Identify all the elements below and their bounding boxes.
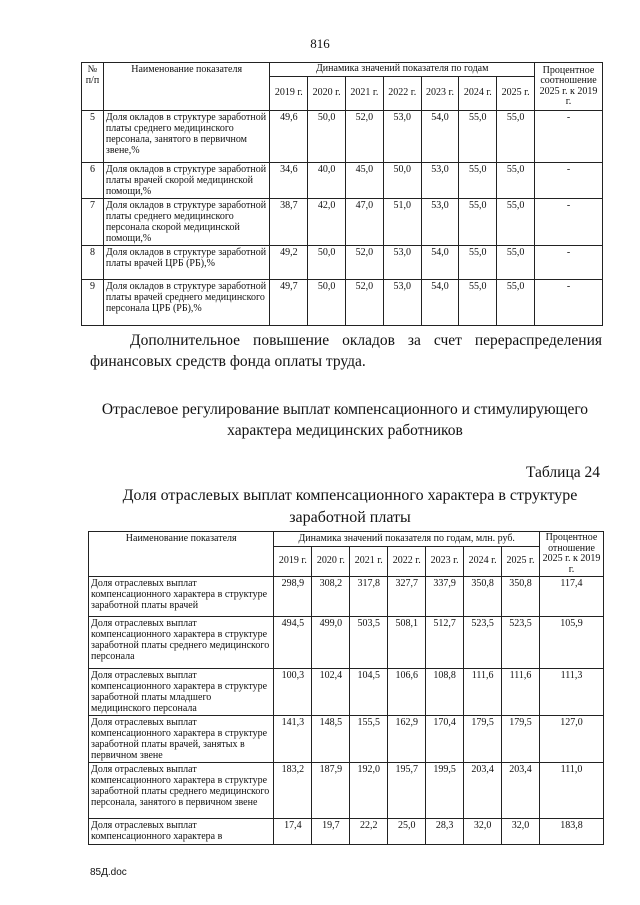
row-value: 53,0 xyxy=(383,280,421,326)
row-value: 50,0 xyxy=(308,280,346,326)
row-value: 148,5 xyxy=(312,716,350,763)
row-value: 327,7 xyxy=(388,577,426,617)
row-number: 8 xyxy=(82,246,104,280)
paragraph-line-1: Дополнительное повышение окладов за счет перераспределения xyxy=(130,332,602,349)
row-value: 53,0 xyxy=(421,199,459,246)
table-compensation-share xyxy=(88,531,604,845)
row-percent: - xyxy=(535,199,603,246)
row-value: 28,3 xyxy=(426,819,464,845)
header-percent: Процентное соотношение 2025 г. к 2019 г. xyxy=(535,63,603,111)
row-value: 337,9 xyxy=(426,577,464,617)
header-dynamics: Динамика значений показателя по годам, млн. руб. xyxy=(274,532,540,547)
row-value: 51,0 xyxy=(383,199,421,246)
header-year: 2021 г. xyxy=(350,547,388,577)
row-value: 108,8 xyxy=(426,669,464,716)
table-row xyxy=(89,716,604,763)
section-heading-line-1: Отраслевое регулирование выплат компенсационного и стимулирующего xyxy=(101,401,589,418)
row-value: 32,0 xyxy=(502,819,540,845)
row-value: 350,8 xyxy=(502,577,540,617)
row-name: Доля окладов в структуре заработной платы среднего медицинского персонала скорой медицинской помощи,% xyxy=(103,199,270,246)
row-percent: - xyxy=(535,163,603,199)
header-year: 2023 г. xyxy=(421,77,459,111)
header-name: Наименование показателя xyxy=(89,532,274,577)
row-value: 512,7 xyxy=(426,617,464,669)
table-row xyxy=(89,763,604,819)
table-title-line-2: заработной платы xyxy=(289,508,411,526)
row-value: 50,0 xyxy=(308,246,346,280)
header-year: 2023 г. xyxy=(426,547,464,577)
table-row xyxy=(82,163,603,199)
row-value: 195,7 xyxy=(388,763,426,819)
row-percent: 127,0 xyxy=(540,716,604,763)
row-value: 55,0 xyxy=(459,199,497,246)
row-value: 104,5 xyxy=(350,669,388,716)
row-value: 55,0 xyxy=(497,199,535,246)
row-name: Доля окладов в структуре заработной платы врачей ЦРБ (РБ),% xyxy=(103,246,270,280)
row-value: 17,4 xyxy=(274,819,312,845)
header-year: 2019 г. xyxy=(274,547,312,577)
row-value: 170,4 xyxy=(426,716,464,763)
row-value: 55,0 xyxy=(497,246,535,280)
row-value: 317,8 xyxy=(350,577,388,617)
header-year: 2025 г. xyxy=(502,547,540,577)
row-value: 45,0 xyxy=(346,163,384,199)
table-row xyxy=(89,669,604,716)
header-year: 2020 г. xyxy=(308,77,346,111)
row-value: 54,0 xyxy=(421,246,459,280)
row-name: Доля отраслевых выплат компенсационного характера в структуре заработной платы врачей xyxy=(89,577,274,617)
row-value: 187,9 xyxy=(312,763,350,819)
row-value: 55,0 xyxy=(459,280,497,326)
row-value: 32,0 xyxy=(464,819,502,845)
row-value: 38,7 xyxy=(270,199,308,246)
header-dynamics: Динамика значений показателя по годам xyxy=(270,63,535,77)
row-value: 179,5 xyxy=(464,716,502,763)
table-row xyxy=(82,280,603,326)
row-value: 50,0 xyxy=(383,163,421,199)
row-value: 183,2 xyxy=(274,763,312,819)
section-heading-line-2: характера медицинских работников xyxy=(227,421,463,439)
row-value: 49,6 xyxy=(270,111,308,163)
table-title-line-1: Доля отраслевых выплат компенсационного характера в структуре xyxy=(122,487,578,504)
row-value: 50,0 xyxy=(308,111,346,163)
header-year: 2022 г. xyxy=(383,77,421,111)
row-name: Доля отраслевых выплат компенсационного характера в структуре заработной платы врачей, занятых в первичном звене xyxy=(89,716,274,763)
row-percent: 111,0 xyxy=(540,763,604,819)
row-percent: - xyxy=(535,280,603,326)
row-value: 52,0 xyxy=(346,280,384,326)
row-number: 6 xyxy=(82,163,104,199)
page-number: 816 xyxy=(310,36,330,51)
row-percent: 117,4 xyxy=(540,577,604,617)
table-salary-share xyxy=(81,62,603,326)
row-value: 111,6 xyxy=(464,669,502,716)
row-value: 55,0 xyxy=(459,246,497,280)
row-value: 53,0 xyxy=(383,111,421,163)
row-number: 9 xyxy=(82,280,104,326)
row-value: 102,4 xyxy=(312,669,350,716)
table-row xyxy=(82,199,603,246)
header-year: 2022 г. xyxy=(388,547,426,577)
row-value: 298,9 xyxy=(274,577,312,617)
table-row xyxy=(89,819,604,845)
row-value: 52,0 xyxy=(346,111,384,163)
row-name: Доля отраслевых выплат компенсационного характера в структуре заработной платы младшего медицинского персонала xyxy=(89,669,274,716)
row-name: Доля окладов в структуре заработной платы врачей среднего медицинского персонала ЦРБ (РБ),% xyxy=(103,280,270,326)
row-value: 22,2 xyxy=(350,819,388,845)
row-value: 203,4 xyxy=(464,763,502,819)
row-percent: 105,9 xyxy=(540,617,604,669)
header-year: 2019 г. xyxy=(270,77,308,111)
row-percent: - xyxy=(535,111,603,163)
row-value: 55,0 xyxy=(459,163,497,199)
row-number: 7 xyxy=(82,199,104,246)
row-value: 19,7 xyxy=(312,819,350,845)
row-value: 111,6 xyxy=(502,669,540,716)
row-value: 54,0 xyxy=(421,280,459,326)
header-name: Наименование показателя xyxy=(103,63,270,111)
row-value: 55,0 xyxy=(497,111,535,163)
row-percent: - xyxy=(535,246,603,280)
table-row xyxy=(82,246,603,280)
row-value: 523,5 xyxy=(464,617,502,669)
row-value: 40,0 xyxy=(308,163,346,199)
header-year: 2020 г. xyxy=(312,547,350,577)
row-value: 54,0 xyxy=(421,111,459,163)
table-row xyxy=(82,111,603,163)
row-value: 499,0 xyxy=(312,617,350,669)
row-value: 53,0 xyxy=(421,163,459,199)
row-value: 34,6 xyxy=(270,163,308,199)
row-value: 52,0 xyxy=(346,246,384,280)
header-year: 2024 г. xyxy=(459,77,497,111)
row-value: 508,1 xyxy=(388,617,426,669)
row-name: Доля окладов в структуре заработной платы среднего медицинского персонала, занятого в первичном звене,% xyxy=(103,111,270,163)
table-label: Таблица 24 xyxy=(525,464,600,481)
row-value: 49,7 xyxy=(270,280,308,326)
row-value: 55,0 xyxy=(497,280,535,326)
row-value: 55,0 xyxy=(459,111,497,163)
header-year: 2024 г. xyxy=(464,547,502,577)
row-value: 106,6 xyxy=(388,669,426,716)
row-value: 49,2 xyxy=(270,246,308,280)
header-percent: Процентное отношение 2025 г. к 2019 г. xyxy=(540,532,604,577)
row-name: Доля отраслевых выплат компенсационного характера в структуре заработной платы среднего медицинского персонала xyxy=(89,617,274,669)
header-num: № п/п xyxy=(82,63,104,111)
row-value: 141,3 xyxy=(274,716,312,763)
row-name: Доля отраслевых выплат компенсационного характера в xyxy=(89,819,274,845)
row-number: 5 xyxy=(82,111,104,163)
row-name: Доля окладов в структуре заработной платы врачей скорой медицинской помощи,% xyxy=(103,163,270,199)
row-value: 308,2 xyxy=(312,577,350,617)
row-value: 47,0 xyxy=(346,199,384,246)
row-value: 203,4 xyxy=(502,763,540,819)
row-value: 155,5 xyxy=(350,716,388,763)
row-value: 179,5 xyxy=(502,716,540,763)
row-value: 100,3 xyxy=(274,669,312,716)
row-value: 199,5 xyxy=(426,763,464,819)
row-value: 350,8 xyxy=(464,577,502,617)
row-value: 523,5 xyxy=(502,617,540,669)
row-percent: 183,8 xyxy=(540,819,604,845)
row-percent: 111,3 xyxy=(540,669,604,716)
file-name: 85Д.doc xyxy=(90,867,127,878)
row-value: 162,9 xyxy=(388,716,426,763)
table-title xyxy=(80,485,620,528)
paragraph-line-2: финансовых средств фонда оплаты труда. xyxy=(90,352,366,370)
table-row xyxy=(89,617,604,669)
row-value: 53,0 xyxy=(383,246,421,280)
row-value: 494,5 xyxy=(274,617,312,669)
table-row xyxy=(89,577,604,617)
paragraph-salary-increase xyxy=(90,331,602,373)
row-name: Доля отраслевых выплат компенсационного характера в структуре заработной платы среднего медицинского персонала, занятого в первичном звене xyxy=(89,763,274,819)
header-year: 2021 г. xyxy=(346,77,384,111)
row-value: 503,5 xyxy=(350,617,388,669)
header-year: 2025 г. xyxy=(497,77,535,111)
row-value: 42,0 xyxy=(308,199,346,246)
section-heading xyxy=(80,400,610,442)
row-value: 25,0 xyxy=(388,819,426,845)
row-value: 192,0 xyxy=(350,763,388,819)
row-value: 55,0 xyxy=(497,163,535,199)
